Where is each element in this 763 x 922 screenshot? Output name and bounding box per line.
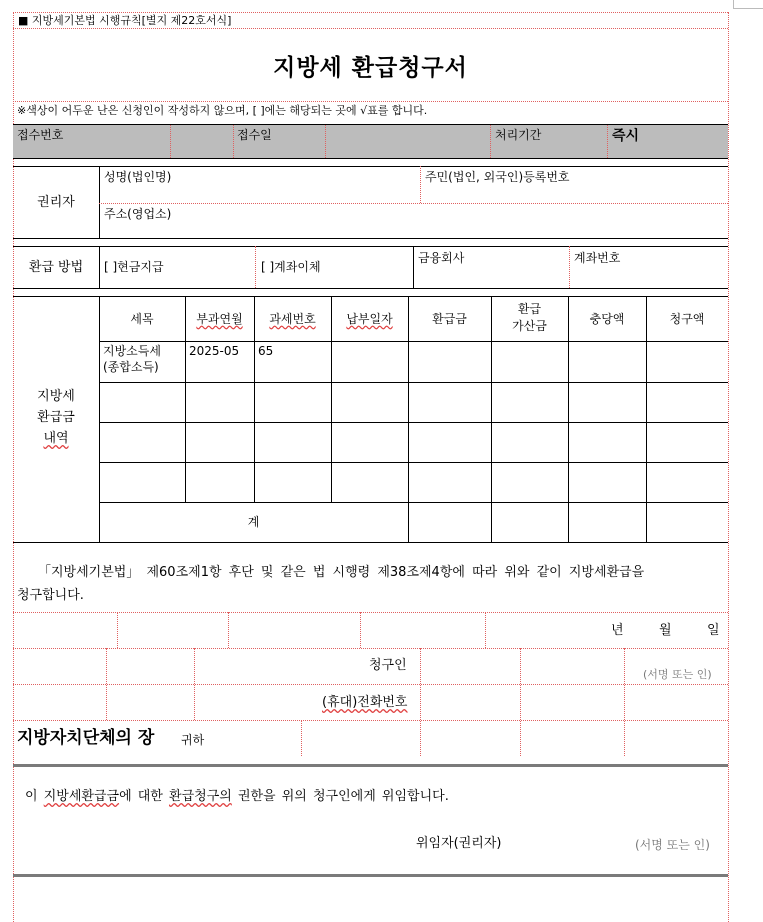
processing-period-label: 처리기간 bbox=[495, 128, 542, 142]
address-label: 주소(영업소) bbox=[104, 207, 172, 221]
delegation-text: 이 지방세환급금에 대한 환급청구의 권한을 위의 청구인에게 위임합니다. bbox=[25, 789, 449, 804]
header-claim: 청구액 bbox=[669, 312, 705, 326]
phone-label-text: (휴대)전화번호 bbox=[322, 695, 408, 710]
addressee-main: 지방자치단체의 장 bbox=[17, 728, 155, 748]
transfer-option[interactable]: [ ]계좌이체 bbox=[261, 260, 321, 274]
form-notice: ※색상이 어두운 난은 신청인이 작성하지 않으며, [ ]에는 해당되는 곳에 √표를 합니다. bbox=[17, 104, 428, 117]
row1-tax-number: 65 bbox=[258, 344, 274, 358]
bank-label: 금융회사 bbox=[418, 251, 465, 265]
header-levy-month-text: 부과연월 bbox=[196, 312, 243, 326]
details-section-l1: 지방세 bbox=[37, 389, 75, 404]
statement-line1: 「지방세기본법」 제60조제1항 후단 및 같은 법 시행령 제38조제4항에 따라 위와 같이 지방세환급을 bbox=[38, 565, 645, 580]
header-tax-number-text: 과세번호 bbox=[269, 312, 316, 326]
delegation-refund-word: 지방세환급금 bbox=[43, 789, 120, 804]
refund-method-section: 환급 방법 bbox=[28, 260, 84, 275]
statement-line2: 청구합니다. bbox=[17, 588, 84, 603]
header-offset: 충당액 bbox=[589, 312, 625, 326]
page-title: 지방세 환급청구서 bbox=[273, 55, 468, 81]
account-label: 계좌번호 bbox=[574, 251, 621, 265]
details-section-l3 bbox=[13, 432, 99, 445]
details-section-l3-text: 내역 bbox=[43, 431, 69, 446]
header-payment-date-text: 납부일자 bbox=[346, 312, 393, 326]
row1-tax-item-l2: (종합소득) bbox=[103, 360, 159, 374]
phone-label bbox=[322, 696, 408, 709]
header-payment-date bbox=[331, 313, 408, 325]
delegator-label: 위임자(권리자) bbox=[416, 836, 502, 851]
header-tax-number bbox=[254, 313, 331, 325]
date-month-label: 월 bbox=[659, 623, 672, 638]
header-levy-month bbox=[185, 313, 254, 325]
name-label: 성명(법인명) bbox=[104, 170, 172, 184]
date-year-label: 년 bbox=[611, 623, 624, 638]
delegator-sign: (서명 또는 인) bbox=[635, 838, 710, 852]
date-day-label: 일 bbox=[707, 623, 720, 638]
processing-period-value: 즉시 bbox=[612, 128, 640, 144]
header-interest-l2: 가산금 bbox=[512, 319, 547, 333]
id-number-label: 주민(법인, 외국인)등록번호 bbox=[425, 170, 570, 184]
details-section-l2: 환급금 bbox=[37, 410, 75, 425]
total-label: 계 bbox=[247, 515, 260, 529]
row1-levy-month: 2025-05 bbox=[189, 344, 240, 358]
addressee-suffix: 귀하 bbox=[181, 733, 205, 747]
header-interest-l1: 환급 bbox=[517, 302, 542, 316]
header-refund: 환급금 bbox=[432, 312, 467, 326]
right-holder-section: 권리자 bbox=[37, 195, 75, 210]
receipt-no-label: 접수번호 bbox=[17, 128, 64, 142]
claimant-sign: (서명 또는 인) bbox=[643, 668, 712, 681]
header-tax-item: 세목 bbox=[130, 312, 154, 326]
cash-option[interactable]: [ ]현금지급 bbox=[104, 260, 164, 274]
form-reference: ■ 지방세기본법 시행규칙[별지 제22호서식] bbox=[18, 14, 232, 27]
row1-tax-item-l1: 지방소득세 bbox=[103, 344, 161, 358]
claimant-label: 청구인 bbox=[369, 658, 407, 673]
delegation-claim-word: 환급청구의 bbox=[169, 789, 232, 804]
receipt-date-label: 접수일 bbox=[237, 128, 272, 142]
